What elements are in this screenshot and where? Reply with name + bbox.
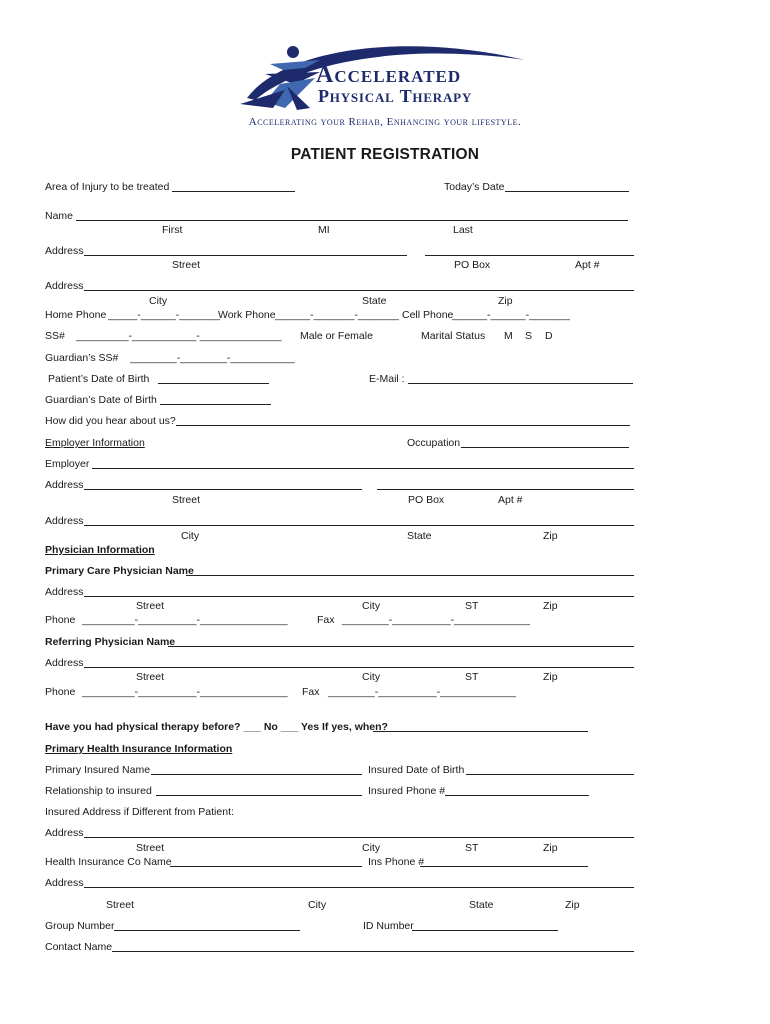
guardian-ss-field[interactable]: ________-________-___________ [130,352,295,364]
pcp-fax-field[interactable]: ________-__________-_____________ [342,614,531,626]
home-phone-field[interactable]: _____-______-_______ [108,309,221,321]
city-label: City [362,600,381,612]
health-ins-co-label: Health Insurance Co Name [45,856,172,868]
ins-co-address-label: Address [45,877,84,889]
referring-phone-field[interactable]: _________-__________-_______________ [82,686,288,698]
health-ins-co-field[interactable] [170,866,362,867]
address-label: Address [45,245,84,257]
city-label: City [362,671,381,683]
work-phone-field[interactable]: ______-_______-_______ [275,309,399,321]
work-phone-label: Work Phone [218,309,276,321]
zip-label: Zip [565,899,580,911]
group-number-field[interactable] [114,930,300,931]
city-label: City [308,899,327,911]
ins-phone-label: Ins Phone # [368,856,425,868]
tagline: Accelerating your Rehab, Enhancing your lifestyle. [248,116,522,128]
street-label: Street [136,671,165,683]
physician-info-heading: Physician Information [45,544,155,556]
email-label: E-Mail : [369,373,405,385]
relationship-label: Relationship to insured [45,785,152,797]
zip-label: Zip [543,842,558,854]
insured-address-diff-label: Insured Address if Different from Patient: [45,806,234,818]
last-label: Last [453,224,473,236]
sex-label: Male or Female [300,330,373,342]
marital-m-option[interactable]: M [504,330,513,342]
pcp-address-field[interactable] [84,596,634,597]
guardian-dob-label: Guardian’s Date of Birth [45,394,157,406]
cell-phone-label: Cell Phone [402,309,454,321]
street-label: Street [136,842,165,854]
cell-phone-field[interactable]: ______-______-_______ [452,309,570,321]
name-label: Name [45,210,74,222]
email-field[interactable] [408,383,633,384]
insured-dob-field[interactable] [466,774,634,775]
area-of-injury-label: Area of Injury to be treated [45,181,170,193]
referring-phone-label: Phone [45,686,76,698]
state-label: State [362,295,387,307]
employer-city-field[interactable] [84,525,634,526]
how-hear-label: How did you hear about us? [45,415,176,427]
id-number-label: ID Number [363,920,414,932]
pcp-fax-label: Fax [317,614,335,626]
address-label: Address [45,280,84,292]
address-city-field[interactable] [84,290,634,291]
contact-name-field[interactable] [112,951,634,952]
referring-address-label: Address [45,657,84,669]
pcp-name-field[interactable] [186,575,634,576]
city-label: City [149,295,168,307]
insured-phone-label: Insured Phone # [368,785,446,797]
zip-label: Zip [498,295,513,307]
st-label: ST [465,600,479,612]
ss-field[interactable]: _________-___________-______________ [76,330,282,342]
pobox-label: PO Box [454,259,491,271]
city-label: City [362,842,381,854]
mi-label: MI [318,224,330,236]
pcp-address-label: Address [45,586,84,598]
todays-date-label: Today’s Date [444,181,505,193]
patient-dob-field[interactable] [158,383,269,384]
employer-pobox-field[interactable] [377,489,634,490]
pobox-label: PO Box [408,494,445,506]
insured-dob-label: Insured Date of Birth [368,764,465,776]
referring-fax-field[interactable]: ________-__________-_____________ [328,686,517,698]
primary-insured-name-field[interactable] [151,774,362,775]
st-label: ST [465,842,479,854]
ins-co-address-field[interactable] [84,887,634,888]
employer-street-field[interactable] [84,489,362,490]
contact-name-label: Contact Name [45,941,113,953]
group-number-label: Group Number [45,920,115,932]
relationship-field[interactable] [156,795,362,796]
pt-before-when-field[interactable] [373,731,588,732]
referring-name-label: Referring Physician Name [45,636,176,648]
brand-name-line1: Accelerated [316,62,462,88]
pcp-phone-label: Phone [45,614,76,626]
zip-label: Zip [543,671,558,683]
brand-name-line2: Physical Therapy [318,86,473,106]
insured-address-label: Address [45,827,84,839]
state-label: State [407,530,432,542]
street-label: Street [172,494,201,506]
marital-s-option[interactable]: S [525,330,533,342]
address-pobox-field[interactable] [425,255,634,256]
page-title: PATIENT REGISTRATION [290,146,480,163]
pcp-name-label: Primary Care Physician Name [45,565,194,577]
apt-label: Apt # [575,259,600,271]
marital-status-label: Marital Status [421,330,486,342]
marital-d-option[interactable]: D [545,330,553,342]
patient-dob-label: Patient’s Date of Birth [48,373,150,385]
occupation-field[interactable] [461,447,629,448]
state-label: State [469,899,494,911]
zip-label: Zip [543,600,558,612]
referring-name-field[interactable] [168,646,634,647]
insured-address-field[interactable] [84,837,634,838]
employer-address-label: Address [45,479,84,491]
guardian-ss-label: Guardian’s SS# [45,352,119,364]
ss-label: SS# [45,330,65,342]
ins-phone-field[interactable] [420,866,588,867]
area-of-injury-field[interactable] [172,191,295,192]
home-phone-label: Home Phone [45,309,107,321]
st-label: ST [465,671,479,683]
first-label: First [162,224,183,236]
employer-info-heading: Employer Information [45,437,145,449]
street-label: Street [106,899,135,911]
todays-date-field[interactable] [505,191,629,192]
primary-insured-name-label: Primary Insured Name [45,764,151,776]
city-label: City [181,530,200,542]
employer-field[interactable] [92,468,634,469]
zip-label: Zip [543,530,558,542]
insured-phone-field[interactable] [445,795,589,796]
pt-before-question: Have you had physical therapy before? ___ No ___ Yes If yes, when? [45,721,388,733]
name-field[interactable] [76,220,628,221]
apt-label: Apt # [498,494,523,506]
address-street-field[interactable] [84,255,407,256]
how-hear-field[interactable] [176,425,630,426]
occupation-label: Occupation [407,437,461,449]
employer-address-label: Address [45,515,84,527]
pcp-phone-field[interactable]: _________-__________-_______________ [82,614,288,626]
id-number-field[interactable] [412,930,558,931]
primary-insurance-heading: Primary Health Insurance Information [45,743,233,755]
street-label: Street [172,259,201,271]
referring-address-field[interactable] [84,667,634,668]
employer-label: Employer [45,458,90,470]
street-label: Street [136,600,165,612]
referring-fax-label: Fax [302,686,320,698]
guardian-dob-field[interactable] [160,404,271,405]
